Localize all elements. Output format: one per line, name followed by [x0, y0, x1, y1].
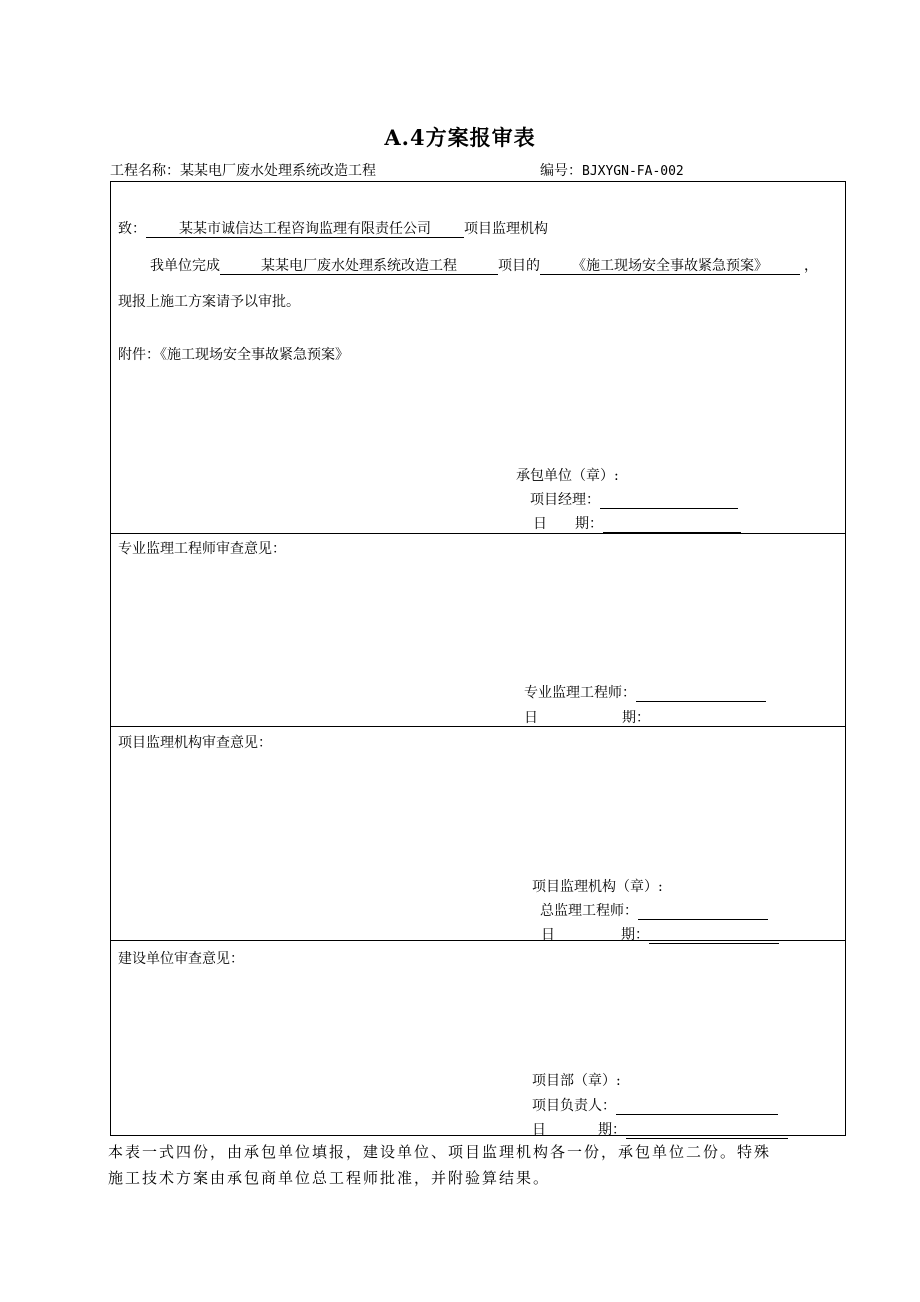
- project-dept-seal-label: 项目部（章）:: [532, 1073, 621, 1089]
- owner-date-row: [532, 1119, 788, 1139]
- submission-paragraph-cont: 现报上施工方案请予以审批。: [118, 294, 300, 310]
- project-leader-row: [532, 1095, 778, 1115]
- project-leader-signature-field[interactable]: [616, 1100, 778, 1115]
- footer-note-line1: 本表一式四份，由承包单位填报，建设单位、项目监理机构各一份，承包单位二份。特殊: [108, 1143, 772, 1161]
- supervision-date-row: [541, 924, 779, 944]
- number-row: [540, 160, 684, 180]
- contractor-seal-label: 承包单位（章）:: [516, 468, 619, 484]
- project-manager-row: [530, 489, 738, 509]
- submission-mid: 项目的: [498, 258, 540, 274]
- supervision-seal-label: 项目监理机构（章）:: [532, 879, 663, 895]
- project-leader-label: 项目负责人：: [532, 1098, 616, 1114]
- engineer-row: [524, 682, 766, 702]
- chief-engineer-label: 总监理工程师：: [540, 903, 638, 919]
- date-label-a: 日: [541, 927, 555, 943]
- supervision-review-heading: 项目监理机构审查意见：: [118, 735, 272, 751]
- date-label-b: 期：: [621, 927, 649, 943]
- project-name-row: [110, 160, 376, 180]
- submission-project-field[interactable]: 某某电厂废水处理系统改造工程: [220, 258, 498, 275]
- date-label-b: 期：: [575, 516, 603, 532]
- owner-date-field[interactable]: [626, 1124, 788, 1139]
- approval-form-table: [110, 181, 846, 1136]
- engineer-signature-field[interactable]: [636, 687, 766, 702]
- project-name-value: 某某电厂废水处理系统改造工程: [180, 163, 376, 179]
- engineer-date-field[interactable]: [650, 712, 780, 727]
- number-value: BJXYGN-FA-002: [582, 164, 684, 179]
- section-divider: [111, 533, 845, 534]
- number-label: 编号：: [540, 163, 582, 179]
- engineer-review-heading: 专业监理工程师审查意见：: [118, 541, 286, 557]
- engineer-label: 专业监理工程师：: [524, 685, 636, 701]
- to-label: 致：: [118, 221, 146, 237]
- addressee-row: [118, 218, 548, 238]
- footer-note-line2: 施工技术方案由承包商单位总工程师批准，并附验算结果。: [108, 1169, 551, 1187]
- chief-engineer-signature-field[interactable]: [638, 905, 768, 920]
- submission-prefix: 我单位完成: [150, 258, 220, 274]
- submission-plan-field[interactable]: 《施工现场安全事故紧急预案》: [540, 258, 800, 275]
- chief-engineer-row: [540, 900, 768, 920]
- date-label-a: 日: [533, 516, 547, 532]
- submission-paragraph: [150, 255, 818, 275]
- contractor-date-field[interactable]: [603, 518, 741, 533]
- project-manager-label: 项目经理：: [530, 492, 600, 508]
- date-label-a: 日: [524, 710, 538, 726]
- submission-end: ，: [804, 258, 818, 274]
- addressee-suffix: 项目监理机构: [464, 221, 548, 237]
- contractor-date-row: [533, 513, 741, 533]
- attachment-text: 附件：《施工现场安全事故紧急预案》: [118, 347, 349, 363]
- date-label-b: 期：: [622, 710, 650, 726]
- addressee-org-field[interactable]: 某某市诚信达工程咨询监理有限责任公司: [146, 221, 464, 238]
- date-label-b: 期：: [598, 1122, 626, 1138]
- owner-review-heading: 建设单位审查意见：: [118, 951, 244, 967]
- supervision-date-field[interactable]: [649, 929, 779, 944]
- date-label-a: 日: [532, 1122, 546, 1138]
- engineer-date-row: [524, 707, 780, 727]
- project-name-label: 工程名称：: [110, 163, 180, 179]
- project-manager-signature-field[interactable]: [600, 494, 738, 509]
- page-title: A.4方案报审表: [384, 125, 536, 150]
